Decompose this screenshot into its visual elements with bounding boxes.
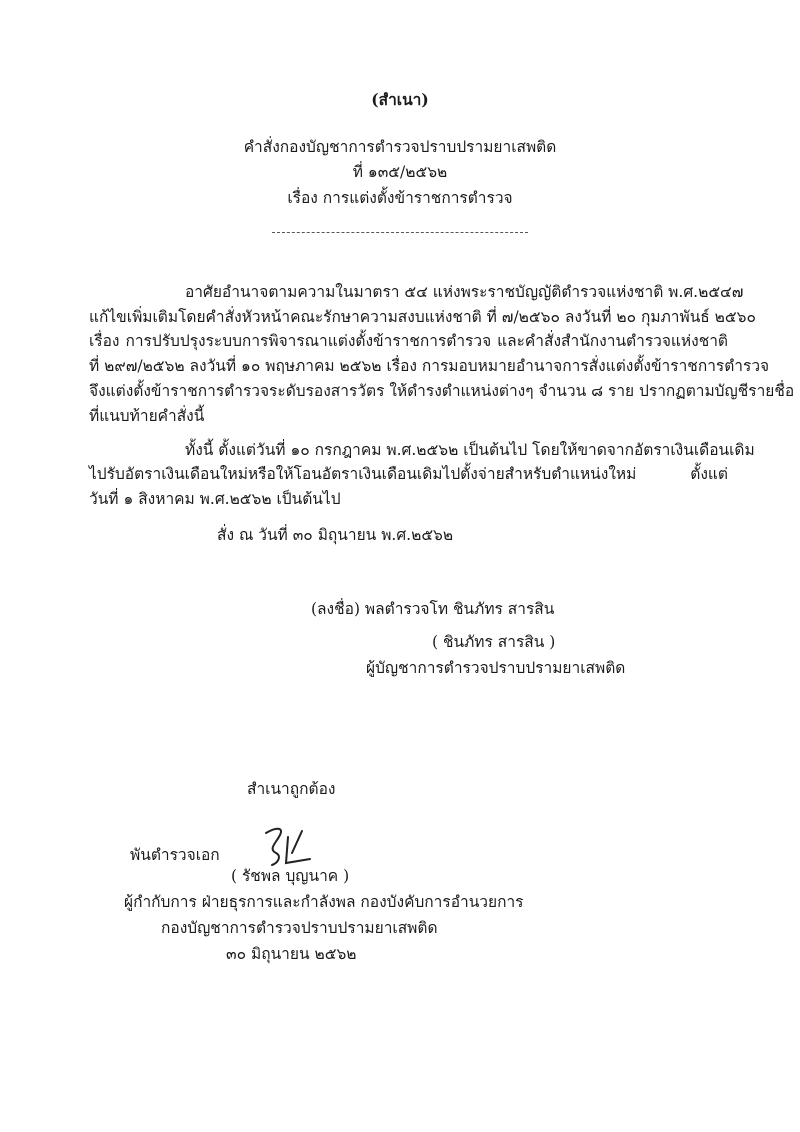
order-issuer: คำสั่งกองบัญชาการตำรวจปราบปรามยาเสพติด bbox=[243, 138, 557, 156]
signed-line: (ลงชื่อ) พลตำรวจโท ชินภัทร สารสิน bbox=[311, 600, 555, 618]
order-number: ที่ ๑๓๕/๒๕๖๒ bbox=[352, 163, 448, 181]
paragraph2-line: ทั้งนี้ ตั้งแต่วันที่ ๑๐ กรกฎาคม พ.ศ.๒๕๖๒ เป็นต้นไป โดยให้ขาดจากอัตราเงินเดือนเดิม bbox=[185, 441, 755, 459]
certifier-position-line1: ผู้กำกับการ ฝ่ายธุรการและกำลังพล กองบังคับการอำนวยการ bbox=[124, 893, 524, 911]
paragraph1-line: ที่ ๒๙๗/๒๕๖๒ ลงวันที่ ๑๐ พฤษภาคม ๒๕๖๒ เรื่อง การมอบหมายอำนาจการสั่งแต่งตั้งข้าราชการตำรวจ bbox=[89, 357, 770, 375]
paragraph1-line: จึงแต่งตั้งข้าราชการตำรวจระดับรองสารวัตร ให้ดำรงตำแหน่งต่างๆ จำนวน ๘ ราย ปรากฏตามบัญชีรายชื่อ bbox=[89, 382, 795, 400]
paragraph1-line: เรื่อง การปรับปรุงระบบการพิจารณาแต่งตั้งข้าราชการตำรวจ และคำสั่งสำนักงานตำรวจแห่งชาติ bbox=[89, 332, 728, 350]
paragraph2-line: วันที่ ๑ สิงหาคม พ.ศ.๒๕๖๒ เป็นต้นไป bbox=[89, 490, 341, 508]
certifier-position-line2: กองบัญชาการตำรวจปราบปรามยาเสพติด bbox=[161, 919, 438, 937]
certifier-rank: พันตำรวจเอก bbox=[130, 846, 220, 864]
divider-text: ------------------------------------------------ bbox=[327, 229, 473, 235]
order-subject: เรื่อง การแต่งตั้งข้าราชการตำรวจ bbox=[287, 189, 513, 207]
paragraph1-line: อาศัยอำนาจตามความในมาตรา ๕๔ แห่งพระราชบัญญัติตำรวจแห่งชาติ พ.ศ.๒๕๔๗ bbox=[185, 283, 744, 301]
certified-label: สำเนาถูกต้อง bbox=[247, 780, 336, 798]
signatory-position: ผู้บัญชาการตำรวจปราบปรามยาเสพติด bbox=[366, 659, 626, 677]
paragraph1-line: แก้ไขเพิ่มเติมโดยคำสั่งหัวหน้าคณะรักษาความสงบแห่งชาติ ที่ ๗/๒๕๖๐ ลงวันที่ ๒๐ กุมภาพันธ์ ๒๕๖๐ bbox=[89, 308, 756, 326]
certifier-name: ( รัชพล บุญนาค ) bbox=[231, 867, 350, 885]
copy-label: (สำเนา) bbox=[371, 90, 429, 109]
issued-date: สั่ง ณ วันที่ ๓๐ มิถุนายน พ.ศ.๒๕๖๒ bbox=[217, 526, 454, 544]
certification-date: ๓๐ มิถุนายน ๒๕๖๒ bbox=[226, 945, 357, 963]
signatory-name: ( ชินภัทร สารสิน ) bbox=[432, 633, 556, 651]
paragraph2-line: ไปรับอัตราเงินเดือนใหม่หรือให้โอนอัตราเงินเดือนเดิมไปตั้งจ่ายสำหรับตำแหน่งใหม่ ตั้งแต่ bbox=[89, 465, 728, 483]
paragraph1-line: ที่แนบท้ายคำสั่งนี้ bbox=[89, 407, 205, 425]
